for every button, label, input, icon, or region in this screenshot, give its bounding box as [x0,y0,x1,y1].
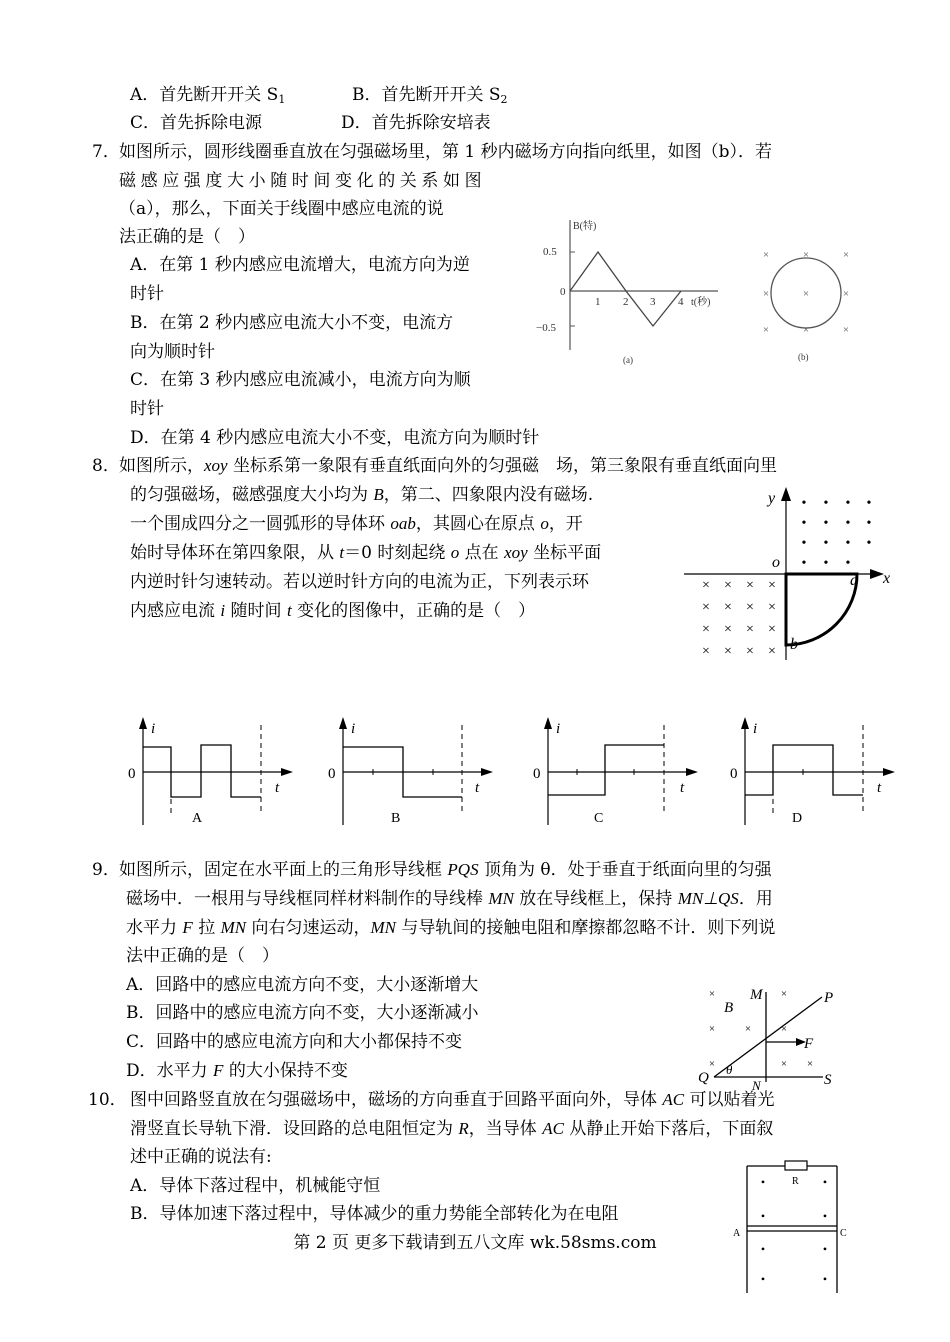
svg-text:×: × [708,1023,716,1035]
q10-option-a: A．导体下落过程中，机械能守恒 [130,1176,381,1196]
svg-text:i: i [151,721,156,737]
svg-text:•: • [801,516,807,531]
q10-label-C: C [840,1228,847,1239]
q9-option-b: B．回路中的感应电流方向不变，大小逐渐减小 [126,1003,479,1023]
q10-number: 10． [88,1090,127,1110]
page-footer: 第 2 页 更多下载请到五八文库 wk.58sms.com [293,1233,657,1253]
q10-stem-line3: 述中正确的说法有: [130,1147,272,1167]
svg-text:×: × [708,988,716,1000]
q7-y-label: B(特) [573,221,597,232]
q7-option-c: C．在第 3 秒内感应电流减小，电流方向为顺 [130,370,471,390]
q9-label-M: M [750,987,763,1003]
q7-y-bottom-label: −0.5 [536,322,556,334]
q8-x-axis-label: x [883,570,891,587]
q7-number: 7． [92,142,120,162]
svg-text:0: 0 [730,766,738,782]
q7-origin-label: 0 [560,286,566,298]
svg-text:×: × [780,1023,788,1035]
q7-figure-b [758,250,858,380]
svg-text:i: i [556,721,561,737]
svg-text:×: × [724,578,732,593]
svg-text:×: × [842,288,850,300]
q7-caption-b: (b) [798,352,809,362]
q9-number: 9． [92,860,120,880]
svg-text:•: • [823,516,829,531]
svg-text:•: • [822,1242,828,1256]
svg-text:•: • [822,1209,828,1223]
q7-x-tick-1: 1 [595,296,601,308]
svg-text:×: × [746,578,754,593]
q9-stem-line1: 如图所示，固定在水平面上的三角形导线框 PQS 顶角为 θ．处于垂直于纸面向里的匀强 [119,860,772,880]
svg-text:•: • [845,496,851,511]
svg-text:×: × [768,622,776,637]
q7-stem-line1: 如图所示，圆形线圈垂直放在匀强磁场里，第 1 秒内磁场方向指向纸里，如图（b）．若 [119,142,773,162]
q7-option-a: A．在第 1 秒内感应电流增大，电流方向为逆 [130,255,470,275]
svg-text:0: 0 [533,766,541,782]
svg-text:×: × [724,644,732,659]
q8-graph-d-label: D [792,811,803,826]
q9-stem-line2: 磁场中．一根用与导线框同样材料制作的导线棒 MN 放在导线框上，保持 MN⊥QS．用 [126,889,773,909]
q8-graph-c-label: C [594,811,604,826]
svg-text:×: × [842,324,850,336]
option-6c: C．首先拆除电源 [130,113,263,133]
option-6a: A．首先断开开关 $S_1$ [130,85,286,106]
q10-label-R: R [792,1176,799,1187]
q9-stem-line4: 法中正确的是（ ） [126,946,279,966]
svg-text:×: × [702,622,710,637]
q8-crosses-quadrant3 [702,578,776,659]
svg-text:•: • [866,536,872,551]
svg-text:0: 0 [328,766,336,782]
svg-text:•: • [822,1175,828,1189]
q8-number: 8． [92,456,120,476]
svg-text:i: i [351,721,356,737]
q7-x-tick-4: 4 [678,296,684,308]
q9-label-Q: Q [698,1070,709,1086]
svg-text:t: t [275,780,280,796]
q8-figure [684,485,894,665]
q10-figure [725,1158,865,1293]
q9-label-B: B [724,1000,734,1016]
svg-text:×: × [780,1058,788,1070]
q8-graph-b-label: B [391,811,401,826]
q9-label-F: F [804,1036,814,1052]
q10-stem-line2: 滑竖直长导轨下滑．设回路的总电阻恒定为 R，当导体 AC 从静止开始下落后，下面叙 [130,1119,774,1139]
svg-text:•: • [823,536,829,551]
q9-label-S: S [824,1072,832,1088]
svg-text:•: • [866,516,872,531]
svg-text:0: 0 [128,766,136,782]
q7-option-c-cont: 时针 [130,399,164,419]
q7-option-a-cont: 时针 [130,284,164,304]
svg-text:×: × [724,600,732,615]
svg-text:×: × [768,644,776,659]
svg-text:•: • [866,496,872,511]
svg-text:×: × [762,288,770,300]
q8-origin-label: o [772,554,780,571]
svg-text:×: × [762,249,770,261]
svg-text:t: t [877,780,882,796]
svg-text:•: • [845,556,851,571]
svg-text:×: × [746,644,754,659]
svg-text:•: • [760,1242,766,1256]
svg-text:×: × [702,644,710,659]
q8-graph-b [325,715,495,830]
q8-stem-line3: 一个围成四分之一圆弧形的导体环 oab，其圆心在原点 o，开 [130,514,583,534]
svg-text:×: × [702,600,710,615]
q9-label-theta: θ [726,1062,733,1077]
svg-text:t: t [680,780,685,796]
q8-graph-a-label: A [192,811,203,826]
option-6b: B．首先断开开关 $S_2$ [352,85,508,106]
q9-label-N: N [752,1078,761,1093]
q9-option-c: C．回路中的感应电流方向和大小都保持不变 [126,1032,463,1052]
svg-text:×: × [724,622,732,637]
q10-stem-line1: 图中回路竖直放在匀强磁场中，磁场的方向垂直于回路平面向外，导体 AC 可以贴着光 [130,1090,775,1110]
svg-text:•: • [760,1272,766,1286]
svg-text:×: × [842,249,850,261]
svg-text:×: × [708,1058,716,1070]
q7-option-d: D．在第 4 秒内感应电流大小不变，电流方向为顺时针 [130,428,540,448]
svg-text:×: × [768,600,776,615]
svg-text:×: × [780,988,788,1000]
svg-text:×: × [702,578,710,593]
q8-point-a-label: a [850,572,858,589]
svg-text:×: × [746,622,754,637]
svg-text:×: × [768,578,776,593]
q7-option-b-cont: 向为顺时针 [130,342,215,362]
svg-text:×: × [802,288,810,300]
q7-y-top-label: 0.5 [543,246,557,258]
svg-text:•: • [760,1209,766,1223]
q8-graph-d [727,715,897,830]
q7-stem-line3: （a），那么，下面关于线圈中感应电流的说 [119,199,444,219]
q8-stem-line4: 始时导体环在第四象限，从 t＝0 时刻起绕 o 点在 xoy 坐标平面 [130,543,602,563]
svg-text:•: • [801,496,807,511]
svg-text:×: × [802,249,810,261]
q9-option-a: A．回路中的感应电流方向不变，大小逐渐增大 [126,975,479,995]
q9-stem-line3: 水平力 F 拉 MN 向右匀速运动，MN 与导轨间的接触电阻和摩擦都忽略不计．则下列说 [126,918,776,938]
svg-text:•: • [760,1175,766,1189]
q10-label-A: A [733,1228,741,1239]
svg-text:i: i [753,721,758,737]
q8-y-axis-label: y [768,490,776,507]
q8-stem-line6: 内感应电流 i 随时间 t 变化的图像中，正确的是（ ） [130,601,536,621]
q10-option-b: B．导体加速下落过程中，导体减少的重力势能全部转化为在电阻 [130,1204,619,1224]
q7-stem-line2: 磁感应强度大小随时间变化的关系如图 [119,171,487,191]
svg-text:•: • [801,536,807,551]
svg-text:×: × [802,324,810,336]
q9-option-d: D．水平力 F 的大小保持不变 [126,1061,348,1081]
q7-figure-a [535,215,735,365]
svg-text:×: × [744,1023,752,1035]
svg-text:•: • [845,516,851,531]
option-6d: D．首先拆除安培表 [341,113,491,133]
q7-stem-line4: 法正确的是（ ） [119,227,255,247]
q9-label-P: P [824,990,834,1006]
q8-dots-quadrant1 [802,496,872,571]
svg-text:×: × [762,324,770,336]
q8-stem-line5: 内逆时针匀速转动。若以逆时针方向的电流为正，下列表示环 [130,572,589,592]
svg-text:×: × [806,1058,814,1070]
q8-graph-a [125,715,295,830]
svg-text:•: • [801,556,807,571]
q9-figure [698,982,858,1092]
svg-text:t: t [475,780,480,796]
q8-point-b-label: b [790,636,798,653]
q7-option-b: B．在第 2 秒内感应电流大小不变，电流方 [130,313,454,333]
svg-text:•: • [823,496,829,511]
q7-caption-a: (a) [623,355,633,365]
q8-stem-line2: 的匀强磁场，磁感强度大小均为 B，第二、四象限内没有磁场. [130,485,594,505]
svg-text:•: • [845,536,851,551]
q7-x-tick-2: 2 [623,296,629,308]
q8-graph-c [530,715,700,830]
q7-x-tick-3: 3 [650,296,656,308]
svg-text:•: • [823,556,829,571]
svg-text:×: × [746,600,754,615]
q7-x-label: t(秒) [691,297,711,308]
svg-text:•: • [822,1272,828,1286]
q8-stem-line1: 如图所示，xoy 坐标系第一象限有垂直纸面向外的匀强磁 场，第三象限有垂直纸面向里 [119,456,777,476]
